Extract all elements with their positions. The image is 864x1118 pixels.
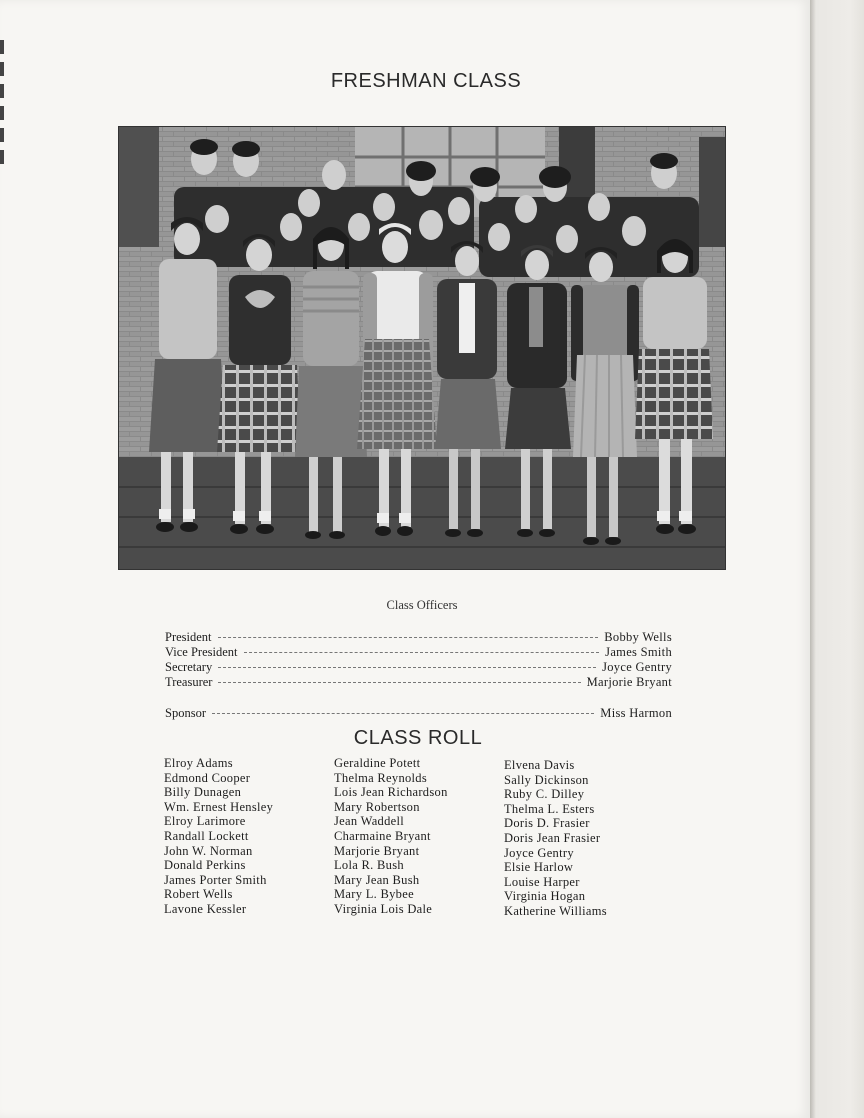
class-roll-column-1: [164, 756, 273, 917]
list-item: Virginia Hogan: [504, 889, 586, 904]
list-item: Doris D. Frasier: [504, 816, 590, 831]
list-item: Ruby C. Dilley: [504, 787, 585, 802]
officer-name: Joyce Gentry: [602, 660, 672, 674]
list-item: James Porter Smith: [164, 872, 267, 887]
list-item: Doris Jean Frasier: [504, 830, 601, 845]
list-item: Donald Perkins: [164, 858, 246, 873]
list-item: Charmaine Bryant: [334, 828, 431, 843]
list-item: Elvena Davis: [504, 758, 575, 772]
dotted-leader: [212, 713, 594, 714]
list-item: Mary Robertson: [334, 799, 420, 814]
officer-row-president: [165, 630, 672, 646]
officer-name: James Smith: [605, 645, 672, 659]
officer-name: Bobby Wells: [604, 630, 672, 644]
list-item: Thelma Reynolds: [334, 770, 428, 785]
officer-row-sponsor: [165, 706, 672, 722]
dotted-leader: [218, 682, 580, 683]
list-item: Elroy Adams: [164, 756, 233, 770]
list-item: Mary L. Bybee: [334, 887, 414, 902]
list-item: Wm. Ernest Hensley: [164, 799, 274, 814]
list-item: Virginia Lois Dale: [334, 901, 433, 916]
list-item: John W. Norman: [164, 843, 253, 858]
list-item: Sally Dickinson: [504, 772, 589, 787]
page-title: FRESHMAN CLASS: [330, 70, 522, 92]
list-item: Edmond Cooper: [164, 770, 251, 785]
class-roll-heading: CLASS ROLL: [353, 727, 483, 749]
list-item: Marjorie Bryant: [334, 843, 420, 858]
class-roll-column-3: [504, 758, 607, 919]
officer-row-treasurer: [165, 675, 672, 691]
list-item: Geraldine Potett: [334, 756, 421, 770]
list-item: Joyce Gentry: [504, 845, 574, 860]
list-item: Katherine Williams: [504, 903, 607, 918]
page-edge: [810, 0, 864, 1118]
officer-row-secretary: [165, 660, 672, 676]
list-item: Mary Jean Bush: [334, 872, 420, 887]
list-item: Jean Waddell: [334, 814, 405, 829]
list-item: Lola R. Bush: [334, 858, 404, 873]
officer-name: Miss Harmon: [600, 706, 672, 720]
officer-name: Marjorie Bryant: [586, 675, 672, 689]
officer-role: Treasurer: [165, 675, 213, 689]
list-item: Robert Wells: [164, 887, 233, 902]
dotted-leader: [244, 652, 600, 653]
class-photo: [118, 126, 726, 570]
officer-role: President: [165, 630, 212, 644]
list-item: Lois Jean Richardson: [334, 785, 448, 800]
dotted-leader: [218, 667, 596, 668]
list-item: Louise Harper: [504, 874, 580, 889]
list-item: Thelma L. Esters: [504, 801, 595, 816]
officer-role: Secretary: [165, 660, 213, 674]
officer-role: Vice President: [165, 645, 238, 659]
officers-heading: Class Officers: [386, 598, 458, 612]
list-item: Billy Dunagen: [164, 785, 242, 800]
list-item: Randall Lockett: [164, 828, 249, 843]
officer-row-vice-president: [165, 645, 672, 661]
binding-mark: [0, 40, 4, 170]
list-item: Elsie Harlow: [504, 860, 574, 875]
dotted-leader: [218, 637, 599, 638]
list-item: Lavone Kessler: [164, 901, 247, 916]
officer-role: Sponsor: [165, 706, 206, 720]
list-item: Elroy Larimore: [164, 814, 246, 829]
class-roll-column-2: [334, 756, 448, 917]
